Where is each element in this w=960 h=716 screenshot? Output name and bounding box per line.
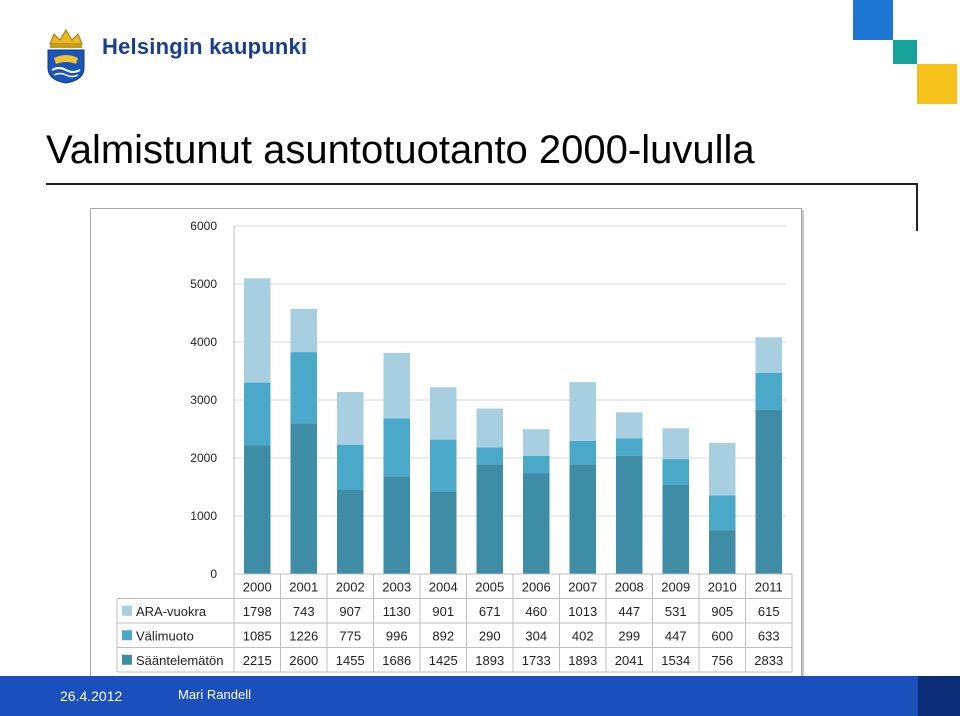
brand-name: Helsingin kaupunki [102,34,308,59]
bar-segment [384,476,411,574]
table-value: 996 [385,628,408,644]
footer-author: Mari Randell [178,687,251,702]
bar-segment [244,446,271,574]
bar-segment [709,495,736,530]
y-tick-label: 4000 [190,335,217,349]
table-value: 1085 [242,628,272,644]
x-category-label: 2001 [289,579,319,595]
bar-segment [477,464,504,574]
bar-segment [430,491,457,574]
x-category-label: 2007 [568,579,598,595]
bar-segment [523,429,550,456]
chart-frame [90,208,802,676]
table-value: 1733 [521,652,551,668]
bar-segment [756,410,783,574]
bar-segment [756,373,783,410]
footer-bar [0,676,960,716]
legend-swatch [122,655,132,665]
bar-segment [663,485,690,574]
table-value: 2215 [242,652,272,668]
title-divider-end [916,183,918,231]
table-value: 901 [432,603,455,619]
x-category-label: 2008 [614,579,644,595]
table-value: 304 [525,628,548,644]
decor-square-teal [893,40,917,64]
y-tick-label: 0 [210,567,217,581]
y-tick-label: 1000 [190,509,217,523]
table-value: 447 [618,603,641,619]
bar-segment [523,456,550,474]
y-tick-label: 2000 [190,451,217,465]
table-value: 460 [525,603,548,619]
legend-label: Sääntelemätön [136,652,224,668]
x-category-label: 2009 [661,579,691,595]
table-value: 299 [618,628,641,644]
bar-segment [384,418,411,476]
x-category-label: 2000 [242,579,272,595]
bar-segment [616,456,643,574]
table-value: 2600 [289,652,319,668]
stacked-bar-chart [91,209,803,677]
footer-accent [918,676,960,716]
bar-segment [291,309,318,352]
table-value: 1425 [428,652,458,668]
bar-segment [291,423,318,574]
y-tick-label: 6000 [190,219,217,233]
x-category-label: 2010 [707,579,737,595]
bar-segment [430,387,457,439]
bar-segment [337,445,364,490]
table-value: 743 [292,603,315,619]
bar-segment [244,278,271,382]
table-value: 531 [664,603,687,619]
legend-swatch [122,606,132,616]
bar-segment [616,438,643,455]
legend-swatch [122,630,132,640]
table-value: 1686 [382,652,412,668]
bar-segment [244,383,271,446]
table-value: 1893 [475,652,505,668]
x-category-label: 2004 [428,579,458,595]
bar-segment [570,464,597,574]
footer-date: 26.4.2012 [60,688,123,704]
table-value: 1226 [289,628,319,644]
table-value: 905 [711,603,734,619]
bar-segment [709,530,736,574]
bar-segment [291,352,318,423]
decor-square-yellow [917,64,957,104]
table-value: 775 [339,628,362,644]
bar-segment [337,490,364,574]
table-value: 600 [711,628,734,644]
bar-segment [570,382,597,441]
table-value: 1013 [568,603,598,619]
bar-segment [756,337,783,373]
bar-segment [616,412,643,438]
table-value: 2041 [614,652,644,668]
y-tick-label: 3000 [190,393,217,407]
bar-segment [570,441,597,464]
bar-segment [337,392,364,445]
bar-segment [477,447,504,464]
table-value: 615 [757,603,780,619]
table-value: 756 [711,652,734,668]
table-value: 447 [664,628,687,644]
x-category-label: 2002 [335,579,365,595]
bar-segment [523,473,550,574]
table-value: 907 [339,603,362,619]
legend-label: Välimuoto [136,628,194,644]
bar-segment [430,440,457,492]
table-value: 1893 [568,652,598,668]
bar-segment [709,443,736,495]
table-value: 633 [757,628,780,644]
x-category-label: 2003 [382,579,412,595]
table-value: 1455 [335,652,365,668]
bar-segment [477,408,504,447]
bar-segment [663,428,690,459]
decor-square-blue [853,0,893,40]
x-category-label: 2006 [521,579,551,595]
helsinki-coat-of-arms-logo [44,24,88,84]
table-value: 671 [478,603,501,619]
table-value: 1798 [242,603,272,619]
slide-title: Valmistunut asuntotuotanto 2000-luvulla [46,128,755,172]
legend-label: ARA-vuokra [136,603,207,619]
table-value: 2833 [754,652,784,668]
title-divider [46,183,918,185]
table-value: 1130 [382,603,411,619]
y-tick-label: 5000 [190,277,217,291]
x-category-label: 2011 [754,579,783,595]
bar-segment [384,353,411,419]
x-category-label: 2005 [475,579,505,595]
table-value: 290 [478,628,501,644]
bar-segment [663,459,690,485]
table-value: 892 [432,628,455,644]
table-value: 402 [571,628,594,644]
table-value: 1534 [661,652,691,668]
